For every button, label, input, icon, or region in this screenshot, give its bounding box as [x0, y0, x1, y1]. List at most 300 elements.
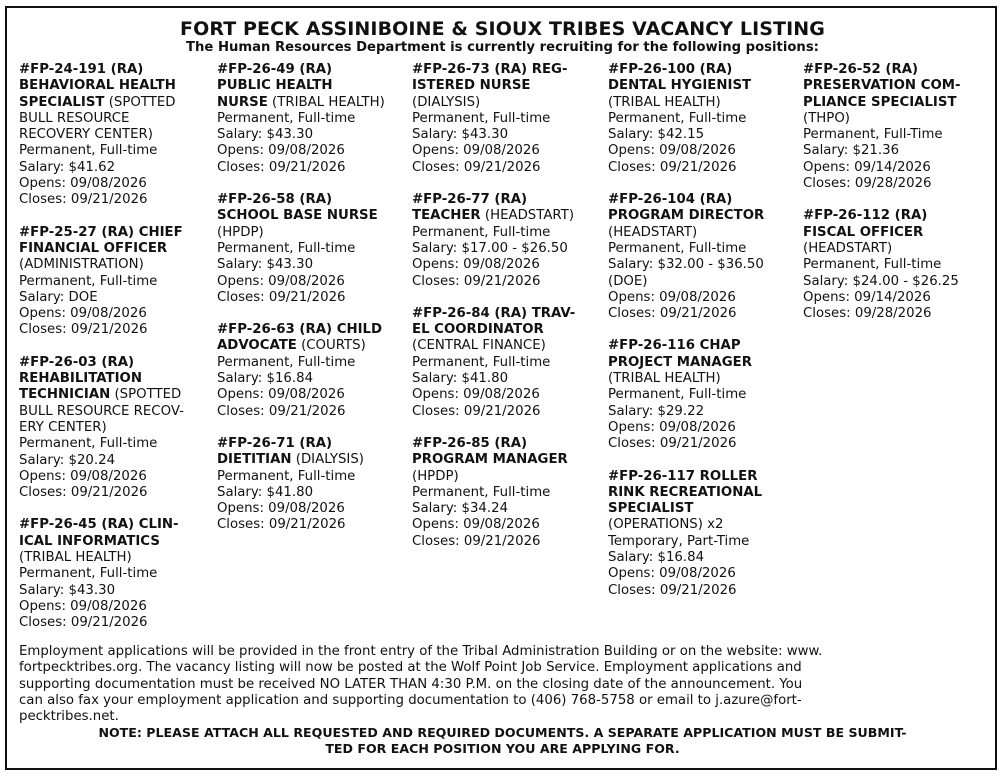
- job-detail-text: Opens: 09/08/2026: [217, 143, 345, 159]
- job-line: [608, 420, 798, 436]
- job-line: [217, 485, 407, 501]
- job-listing: [412, 306, 602, 420]
- job-detail-text: (DIALYSIS): [412, 94, 481, 110]
- job-line: [412, 160, 602, 176]
- job-code: [217, 192, 407, 208]
- job-detail-text: Permanent, Full-time: [217, 240, 356, 256]
- job-listing: [608, 469, 798, 599]
- job-detail-text: Opens: 09/08/2026: [608, 143, 736, 159]
- job-detail-text: Closes: 09/21/2026: [217, 517, 346, 533]
- job-line: [19, 176, 209, 192]
- job-detail-text: Opens: 09/08/2026: [217, 501, 345, 517]
- job-line: [608, 583, 798, 599]
- job-detail-text: (HEADSTART): [803, 240, 893, 256]
- job-line: [217, 501, 407, 517]
- job-line: [412, 322, 602, 338]
- job-line: [19, 566, 209, 582]
- job-title-text: ISTERED NURSE: [412, 78, 531, 94]
- job-line: [412, 78, 602, 94]
- job-detail-text: Opens: 09/08/2026: [217, 387, 345, 403]
- job-line: [217, 127, 407, 143]
- job-detail-text: Opens: 09/08/2026: [608, 419, 736, 435]
- job-title-text: #FP-26-77 (RA): [412, 192, 528, 208]
- job-listing: [803, 208, 993, 322]
- job-code: [608, 192, 798, 208]
- job-detail-text: Salary: $20.24: [19, 452, 116, 468]
- job-detail-text: (TRIBAL HEALTH): [608, 94, 721, 110]
- job-detail-text: (OPERATIONS) x2: [608, 517, 724, 533]
- job-line: [412, 208, 602, 224]
- job-detail-text: Opens: 09/14/2026: [803, 289, 931, 305]
- job-line: [608, 306, 798, 322]
- job-detail-text: Salary: $41.80: [412, 371, 509, 387]
- job-line: [803, 127, 993, 143]
- job-detail-text: (THPO): [803, 110, 850, 126]
- job-line: [19, 615, 209, 631]
- job-detail-text: Salary: $43.30: [217, 257, 314, 273]
- job-title-text: #FP-26-117 ROLLER: [608, 468, 758, 484]
- job-listing: [608, 192, 798, 322]
- job-listing: [608, 338, 798, 452]
- job-line: [608, 274, 798, 290]
- job-line: [19, 143, 209, 159]
- job-detail-text: Permanent, Full-time: [217, 354, 356, 370]
- job-code: [803, 62, 993, 78]
- job-detail-text: Permanent, Full-time: [608, 387, 747, 403]
- job-detail-text: Opens: 09/08/2026: [412, 387, 540, 403]
- job-code: [19, 225, 209, 241]
- job-detail-text: Permanent, Full-time: [608, 110, 747, 126]
- column-5: [803, 62, 993, 338]
- job-line: [217, 517, 407, 533]
- job-line: [19, 274, 209, 290]
- job-line: [803, 111, 993, 127]
- job-detail-text: Permanent, Full-time: [19, 566, 158, 582]
- job-detail-text: (HPDP): [412, 468, 459, 484]
- job-detail-text: Salary: $16.84: [217, 371, 314, 387]
- job-title-text: #FP-26-73 (RA) REG-: [412, 62, 568, 77]
- job-line: [803, 160, 993, 176]
- job-detail-text: Opens: 09/08/2026: [19, 598, 147, 614]
- job-listing: [412, 436, 602, 550]
- job-line: [19, 95, 209, 111]
- job-detail-text: Closes: 09/21/2026: [608, 159, 737, 175]
- job-line: [608, 143, 798, 159]
- job-title-text: SPECIALIST: [608, 501, 694, 517]
- job-detail-text: (SPOTTED: [110, 387, 182, 403]
- job-line: [217, 95, 407, 111]
- job-line: [19, 322, 209, 338]
- job-line: [217, 160, 407, 176]
- job-code: [608, 62, 798, 78]
- job-line: [19, 469, 209, 485]
- job-detail-text: Salary: $21.36: [803, 143, 900, 159]
- job-code: [412, 192, 602, 208]
- job-detail-text: ERY CENTER): [19, 419, 107, 435]
- job-title-text: PROJECT MANAGER: [608, 354, 752, 370]
- job-title-text: #FP-26-03 (RA): [19, 354, 135, 370]
- job-detail-text: Closes: 09/21/2026: [412, 533, 541, 549]
- job-title-text: NURSE: [217, 94, 268, 110]
- job-title-text: #FP-26-85 (RA): [412, 435, 528, 451]
- job-line: [412, 371, 602, 387]
- job-line: [412, 469, 602, 485]
- job-detail-text: Salary: $41.62: [19, 159, 116, 175]
- job-line: [412, 404, 602, 420]
- job-line: [608, 111, 798, 127]
- job-title-text: #FP-26-49 (RA): [217, 62, 333, 77]
- job-detail-text: Salary: $43.30: [19, 582, 116, 598]
- job-title-text: FINANCIAL OFFICER: [19, 240, 168, 256]
- job-line: [803, 257, 993, 273]
- job-line: [217, 78, 407, 94]
- job-line: [412, 355, 602, 371]
- job-detail-text: Salary: $17.00 - $26.50: [412, 240, 568, 256]
- job-code: [217, 322, 407, 338]
- job-detail-text: (DIALYSIS): [291, 452, 364, 468]
- job-detail-text: Opens: 09/08/2026: [217, 273, 345, 289]
- job-line: [412, 241, 602, 257]
- job-line: [608, 404, 798, 420]
- job-title-text: #FP-26-84 (RA) TRAV-: [412, 305, 576, 321]
- job-line: [19, 583, 209, 599]
- job-line: [217, 469, 407, 485]
- job-listing: [412, 62, 602, 176]
- job-listing: [19, 225, 209, 339]
- job-detail-text: Salary: $34.24: [412, 501, 509, 517]
- job-line: [19, 599, 209, 615]
- job-title-text: RINK RECREATIONAL: [608, 484, 763, 500]
- job-line: [803, 241, 993, 257]
- job-title-text: DENTAL HYGIENIST: [608, 78, 752, 94]
- job-detail-text: Closes: 09/28/2026: [803, 176, 932, 192]
- job-detail-text: RECOVERY CENTER): [19, 127, 153, 143]
- job-line: [19, 160, 209, 176]
- job-line: [803, 78, 993, 94]
- job-title-text: #FP-26-45 (RA) CLIN-: [19, 517, 179, 533]
- job-code: [217, 436, 407, 452]
- job-detail-text: Opens: 09/08/2026: [19, 176, 147, 192]
- job-title-text: TECHNICIAN: [19, 387, 111, 403]
- job-line: [608, 371, 798, 387]
- job-detail-text: Permanent, Full-time: [19, 143, 158, 159]
- job-line: [217, 387, 407, 403]
- job-line: [19, 257, 209, 273]
- job-line: [19, 550, 209, 566]
- job-line: [412, 485, 602, 501]
- job-detail-text: Permanent, Full-time: [19, 436, 158, 452]
- job-line: [608, 550, 798, 566]
- job-detail-text: Closes: 09/28/2026: [803, 306, 932, 322]
- job-line: [217, 225, 407, 241]
- job-line: [608, 127, 798, 143]
- job-line: [803, 290, 993, 306]
- job-line: [217, 208, 407, 224]
- job-line: [217, 290, 407, 306]
- job-title-text: #FP-26-52 (RA): [803, 62, 919, 77]
- job-title-text: ICAL INFORMATICS: [19, 533, 160, 549]
- job-detail-text: Closes: 09/21/2026: [412, 273, 541, 289]
- job-code: [803, 208, 993, 224]
- job-listing: [217, 192, 407, 306]
- job-title-text: #FP-26-58 (RA): [217, 192, 333, 208]
- job-detail-text: Opens: 09/08/2026: [412, 143, 540, 159]
- job-detail-text: Salary: $43.30: [217, 127, 314, 143]
- job-line: [19, 371, 209, 387]
- job-detail-text: Permanent, Full-time: [19, 273, 158, 289]
- job-listing: [19, 62, 209, 209]
- job-listing: [608, 62, 798, 176]
- job-code: [19, 355, 209, 371]
- job-detail-text: Closes: 09/21/2026: [412, 403, 541, 419]
- job-line: [217, 241, 407, 257]
- job-title-text: #FP-26-116 CHAP: [608, 338, 741, 354]
- job-line: [608, 517, 798, 533]
- job-detail-text: Salary: $43.30: [412, 127, 509, 143]
- job-title-text: PLIANCE SPECIALIST: [803, 94, 957, 110]
- job-detail-text: Opens: 09/08/2026: [608, 566, 736, 582]
- job-detail-text: BULL RESOURCE: [19, 110, 130, 126]
- job-detail-text: Salary: DOE: [19, 289, 98, 305]
- job-line: [608, 290, 798, 306]
- job-code: [19, 517, 209, 533]
- job-detail-text: Opens: 09/14/2026: [803, 159, 931, 175]
- job-title-text: #FP-26-100 (RA): [608, 62, 733, 77]
- job-line: [217, 111, 407, 127]
- job-title-text: #FP-26-63 (RA) CHILD: [217, 322, 383, 338]
- job-detail-text: Permanent, Full-time: [217, 110, 356, 126]
- job-detail-text: Closes: 09/21/2026: [217, 403, 346, 419]
- job-detail-text: (HPDP): [217, 224, 264, 240]
- job-detail-text: Closes: 09/21/2026: [608, 582, 737, 598]
- job-title-text: PROGRAM DIRECTOR: [608, 208, 765, 224]
- job-detail-text: (COURTS): [296, 338, 366, 354]
- job-line: [803, 143, 993, 159]
- job-detail-text: Opens: 09/08/2026: [19, 306, 147, 322]
- job-line: [19, 111, 209, 127]
- page-title: FORT PECK ASSINIBOINE & SIOUX TRIBES VACANCY LISTING: [180, 18, 825, 40]
- job-line: [608, 95, 798, 111]
- job-detail-text: Permanent, Full-time: [217, 468, 356, 484]
- job-detail-text: (DOE): [608, 273, 648, 289]
- job-code: [217, 62, 407, 78]
- job-title-text: PROGRAM MANAGER: [412, 452, 568, 468]
- job-listing: [217, 322, 407, 420]
- job-line: [412, 225, 602, 241]
- job-line: [217, 404, 407, 420]
- job-title-text: TEACHER: [412, 208, 481, 224]
- job-code: [412, 62, 602, 78]
- job-line: [608, 355, 798, 371]
- job-listing: [217, 62, 407, 176]
- footer-instructions: [19, 644, 989, 725]
- job-line: [19, 534, 209, 550]
- job-detail-text: Closes: 09/21/2026: [608, 306, 737, 322]
- job-code: [608, 469, 798, 485]
- job-line: [608, 241, 798, 257]
- job-line: [19, 485, 209, 501]
- job-line: [19, 290, 209, 306]
- job-detail-text: (TRIBAL HEALTH): [19, 550, 132, 566]
- footer-line: Employment applications will be provided in the front entry of the Tribal Administration Building or on the website: www.: [19, 644, 823, 659]
- job-detail-text: Permanent, Full-Time: [803, 127, 943, 143]
- job-detail-text: Closes: 09/21/2026: [412, 159, 541, 175]
- job-line: [412, 127, 602, 143]
- job-detail-text: (TRIBAL HEALTH): [608, 371, 721, 387]
- job-detail-text: Closes: 09/21/2026: [19, 615, 148, 631]
- job-detail-text: Salary: $24.00 - $26.25: [803, 273, 959, 289]
- job-title-text: REHABILITATION: [19, 371, 142, 387]
- job-detail-text: (CENTRAL FINANCE): [412, 338, 546, 354]
- job-detail-text: Permanent, Full-time: [412, 224, 551, 240]
- job-line: [608, 387, 798, 403]
- column-1: [19, 62, 209, 648]
- job-title-text: #FP-26-104 (RA): [608, 192, 733, 208]
- job-line: [412, 452, 602, 468]
- job-detail-text: (TRIBAL HEALTH): [267, 94, 385, 110]
- job-line: [608, 501, 798, 517]
- job-line: [19, 241, 209, 257]
- footer-line: fortpecktribes.org. The vacancy listing will now be posted at the Wolf Point Job Service. Employment applications and: [19, 660, 802, 676]
- job-detail-text: Closes: 09/21/2026: [19, 485, 148, 501]
- job-line: [412, 111, 602, 127]
- job-listing: [412, 192, 602, 290]
- job-line: [217, 257, 407, 273]
- job-line: [412, 534, 602, 550]
- job-line: [217, 143, 407, 159]
- job-detail-text: Closes: 09/21/2026: [608, 436, 737, 452]
- job-line: [412, 95, 602, 111]
- job-line: [19, 420, 209, 436]
- job-listing: [217, 436, 407, 534]
- job-line: [412, 338, 602, 354]
- job-line: [412, 517, 602, 533]
- job-detail-text: Permanent, Full-time: [608, 240, 747, 256]
- footer-note: [0, 725, 1005, 757]
- job-detail-text: Opens: 09/08/2026: [608, 289, 736, 305]
- job-line: [217, 338, 407, 354]
- note-line: TED FOR EACH POSITION YOU ARE APPLYING FOR.: [325, 741, 680, 756]
- job-detail-text: Opens: 09/08/2026: [19, 468, 147, 484]
- job-detail-text: Permanent, Full-time: [412, 110, 551, 126]
- job-title-text: FISCAL OFFICER: [803, 224, 924, 240]
- column-3: [412, 62, 602, 566]
- job-title-text: SCHOOL BASE NURSE: [217, 208, 378, 224]
- job-detail-text: Closes: 09/21/2026: [19, 322, 148, 338]
- job-line: [608, 534, 798, 550]
- job-line: [608, 208, 798, 224]
- job-detail-text: Permanent, Full-time: [803, 257, 942, 273]
- job-line: [608, 160, 798, 176]
- footer-line: pecktribes.net.: [19, 709, 119, 725]
- job-detail-text: Salary: $29.22: [608, 403, 705, 419]
- job-code: [412, 306, 602, 322]
- job-title-text: BEHAVIORAL HEALTH: [19, 78, 176, 94]
- job-title-text: SPECIALIST: [19, 94, 105, 110]
- footer-line: can also fax your employment application and supporting documentation to (406) 768-5758 or email to j.azure@fort-: [19, 692, 802, 708]
- job-detail-text: Closes: 09/21/2026: [19, 192, 148, 208]
- job-title-text: DIETITIAN: [217, 452, 292, 468]
- job-detail-text: Salary: $32.00 - $36.50: [608, 257, 764, 273]
- job-title-text: #FP-25-27 (RA) CHIEF: [19, 224, 183, 240]
- column-2: [217, 62, 407, 550]
- column-4: [608, 62, 798, 615]
- job-title-text: #FP-26-71 (RA): [217, 435, 333, 451]
- job-line: [19, 404, 209, 420]
- job-line: [803, 176, 993, 192]
- job-title-text: PRESERVATION COM-: [803, 78, 961, 94]
- job-line: [217, 355, 407, 371]
- job-detail-text: Salary: $41.80: [217, 484, 314, 500]
- job-line: [608, 225, 798, 241]
- job-title-text: #FP-24-191 (RA): [19, 62, 144, 77]
- job-detail-text: Opens: 09/08/2026: [412, 257, 540, 273]
- job-line: [19, 387, 209, 403]
- job-listing: [19, 355, 209, 502]
- job-detail-text: Salary: $42.15: [608, 127, 705, 143]
- job-line: [412, 501, 602, 517]
- job-line: [19, 306, 209, 322]
- job-line: [19, 436, 209, 452]
- job-detail-text: Closes: 09/21/2026: [217, 159, 346, 175]
- job-line: [217, 452, 407, 468]
- job-listing: [19, 517, 209, 631]
- job-line: [608, 78, 798, 94]
- job-detail-text: (HEADSTART): [608, 224, 698, 240]
- job-detail-text: Salary: $16.84: [608, 550, 705, 566]
- job-line: [217, 371, 407, 387]
- job-line: [19, 453, 209, 469]
- job-detail-text: (ADMINISTRATION): [19, 257, 144, 273]
- job-detail-text: BULL RESOURCE RECOV-: [19, 403, 184, 419]
- job-detail-text: (SPOTTED: [104, 94, 176, 110]
- job-code: [608, 338, 798, 354]
- job-line: [19, 78, 209, 94]
- job-code: [412, 436, 602, 452]
- job-detail-text: (HEADSTART): [480, 208, 575, 224]
- job-detail-text: Opens: 09/08/2026: [412, 517, 540, 533]
- job-line: [412, 257, 602, 273]
- job-line: [608, 566, 798, 582]
- job-line: [412, 274, 602, 290]
- job-line: [19, 192, 209, 208]
- job-line: [803, 306, 993, 322]
- page-subtitle: The Human Resources Department is currently recruiting for the following positions:: [186, 40, 819, 55]
- footer-line: supporting documentation must be received NO LATER THAN 4:30 P.M. on the closing date of the announcement. You: [19, 676, 803, 692]
- job-line: [412, 387, 602, 403]
- job-line: [608, 436, 798, 452]
- job-line: [19, 127, 209, 143]
- job-listing: [803, 62, 993, 192]
- job-title-text: EL COORDINATOR: [412, 322, 544, 338]
- job-detail-text: Closes: 09/21/2026: [217, 289, 346, 305]
- job-line: [217, 274, 407, 290]
- job-line: [412, 143, 602, 159]
- job-line: [608, 257, 798, 273]
- job-line: [803, 95, 993, 111]
- job-title-text: PUBLIC HEALTH: [217, 78, 333, 94]
- note-line: NOTE: PLEASE ATTACH ALL REQUESTED AND REQUIRED DOCUMENTS. A SEPARATE APPLICATION MUST BE SUBMIT-: [98, 725, 907, 740]
- job-code: [19, 62, 209, 78]
- job-detail-text: Temporary, Part-Time: [608, 533, 750, 549]
- job-line: [608, 485, 798, 501]
- job-line: [803, 225, 993, 241]
- job-title-text: #FP-26-112 (RA): [803, 208, 928, 224]
- job-title-text: ADVOCATE: [217, 338, 297, 354]
- job-detail-text: Permanent, Full-time: [412, 484, 551, 500]
- job-detail-text: Permanent, Full-time: [412, 354, 551, 370]
- job-line: [803, 274, 993, 290]
